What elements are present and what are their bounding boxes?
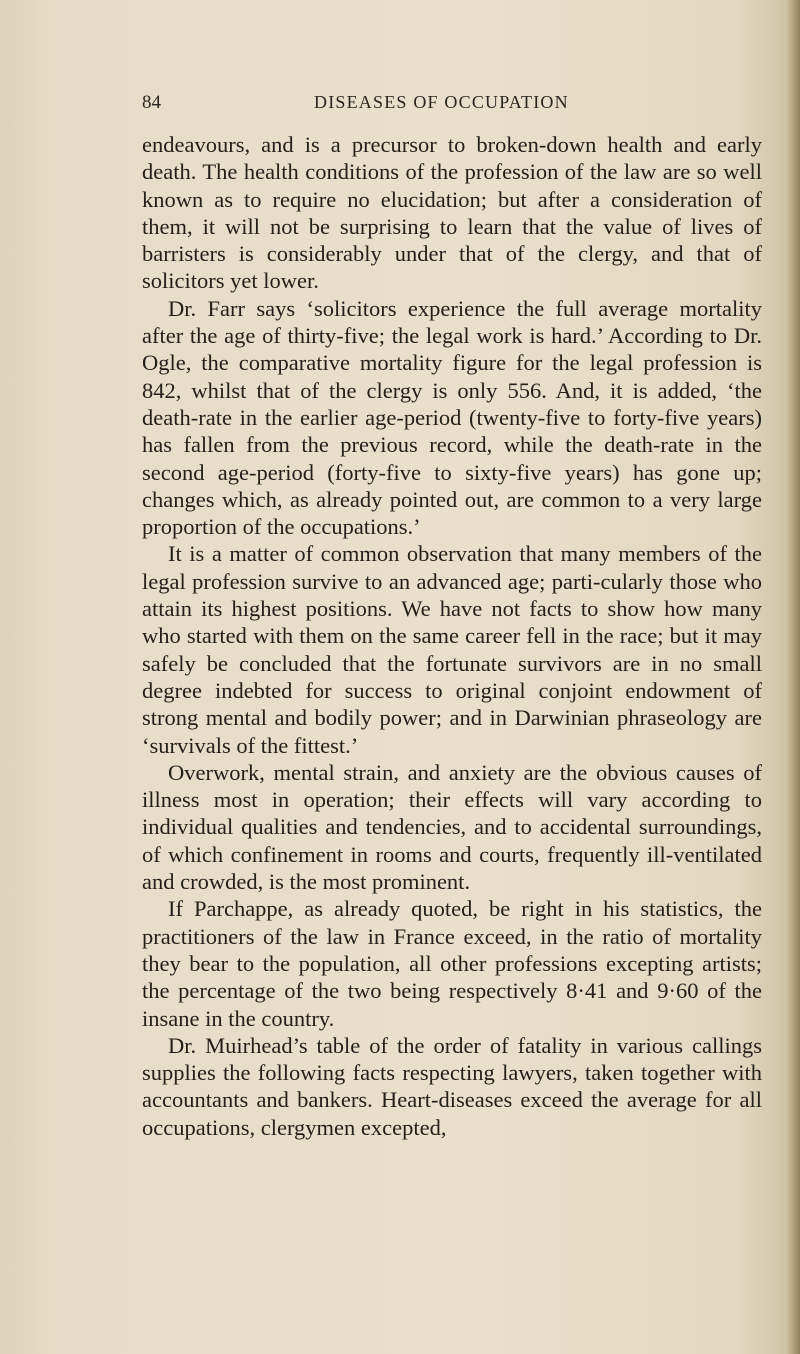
paragraph: endeavours, and is a precursor to broken-down health and early death. The health conditions of the profession of the law are so well known as to require no elucidation; but after a consideration of them, it will not be surprising to learn that the value of lives of barristers is considerably under that of the clergy, and that of solicitors yet lower. bbox=[142, 132, 762, 294]
paragraph: If Parchappe, as already quoted, be right in his statistics, the practitioners of the law in France exceed, in the ratio of mortality they bear to the population, all other professions excepting artists; the percentage of the two being respectively 8·41 and 9·60 of the insane in the country. bbox=[142, 896, 762, 1031]
page-edge-shadow bbox=[786, 0, 800, 1354]
paragraph: It is a matter of common observation that many members of the legal profession survive to an advanced age; parti-cularly those who attain its highest positions. We have not facts to show how many who started with them on the same career fell in the race; but it may safely be concluded that the fortunate survivors are in no small degree indebted for success to original conjoint endowment of strong mental and bodily power; and in Darwinian phraseology are ‘survivals of the fittest.’ bbox=[142, 541, 762, 758]
page-number: 84 bbox=[142, 92, 161, 113]
body-text bbox=[142, 131, 762, 1141]
running-title: DISEASES OF OCCUPATION bbox=[314, 92, 569, 112]
paragraph: Dr. Farr says ‘solicitors experience the full average mortality after the age of thirty-five; the legal work is hard.’ According to Dr. Ogle, the comparative mortality figure for the legal profession is 842, whilst that of the clergy is only 556. And, it is added, ‘the death-rate in the earlier age-period (twenty-five to forty-five years) has fallen from the previous record, while the death-rate in the second age-period (forty-five to sixty-five years) has gone up; changes which, as already pointed out, are common to a very large proportion of the occupations.’ bbox=[142, 295, 762, 540]
paragraph: Overwork, mental strain, and anxiety are the obvious causes of illness most in operation; their effects will vary according to individual qualities and tendencies, and to accidental surroundings, of which confinement in rooms and courts, frequently ill-ventilated and crowded, is the most prominent. bbox=[142, 759, 762, 895]
paragraph: Dr. Muirhead’s table of the order of fatality in various callings supplies the following facts respecting lawyers, taken together with accountants and bankers. Heart-diseases exceed the average for all occupations, clergymen excepted, bbox=[142, 1032, 762, 1140]
